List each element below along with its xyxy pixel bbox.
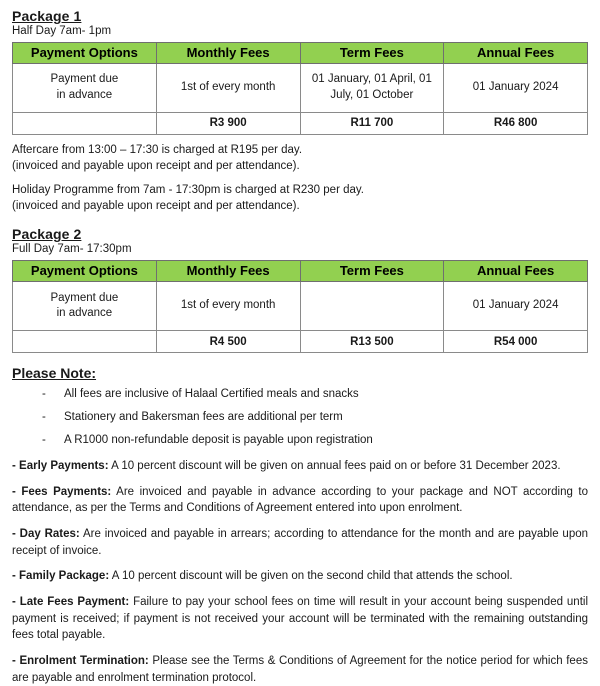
cell-term-dates (300, 282, 444, 331)
table-header-row (13, 42, 588, 63)
term-lead-label: Day Rates: (19, 528, 80, 541)
cell-annual-date: 01 January 2024 (444, 282, 588, 331)
column-header-term-fees: Term Fees (300, 261, 444, 282)
list-item-label: All fees are inclusive of Halaal Certified meals and snacks (64, 388, 359, 401)
cell-totals-blank (13, 331, 157, 353)
holiday-line-1: Holiday Programme from 7am - 17:30pm is charged at R230 per day. (12, 183, 364, 196)
term-body-text: Please see the Terms & Conditions of Agreement for the notice period for which fees are payable and enrolment termination protocol. (12, 655, 588, 684)
dash-bullet-icon: - (42, 434, 46, 447)
column-header-payment-options: Payment Options (13, 261, 157, 282)
term-family-package (12, 568, 588, 585)
term-prefix: - (12, 655, 20, 668)
package-1-section (12, 8, 588, 135)
term-prefix: - (12, 570, 20, 583)
list-item (42, 433, 588, 448)
term-lead-label: Early Payments: (19, 460, 109, 472)
package-2-fee-table (12, 260, 588, 353)
term-body-text: Are invoiced and payable in advance according to your package and NOT according to attendance, as per the Terms and Conditions of Agreement entered into upon enrolment. (12, 485, 588, 515)
column-header-payment-options: Payment Options (13, 42, 157, 63)
dash-bullet-icon: - (42, 411, 46, 424)
cell-payment-options (13, 282, 157, 331)
aftercare-line-1: Aftercare from 13:00 – 17:30 is charged at R195 per day. (12, 143, 303, 156)
holiday-line-2: (invoiced and payable upon receipt and per attendance). (12, 199, 300, 212)
cell-annual-amount: R54 000 (444, 331, 588, 353)
list-item-label: Stationery and Bakersman fees are additional per term (64, 411, 343, 424)
package-2-title: Package 2 (12, 226, 82, 243)
table-row (13, 282, 588, 331)
term-late-fees-payment (12, 594, 588, 644)
term-early-payments (12, 458, 588, 475)
payment-option-line-1: Payment due (50, 73, 119, 86)
package-1-fee-table (12, 42, 588, 135)
term-day-rates (12, 526, 588, 559)
term-fees-payments (12, 484, 588, 517)
column-header-monthly-fees: Monthly Fees (156, 42, 300, 63)
cell-term-dates: 01 January, 01 April, 01 July, 01 October (300, 63, 444, 112)
term-prefix: - (12, 596, 20, 609)
column-header-annual-fees: Annual Fees (444, 42, 588, 63)
list-item (42, 387, 588, 402)
package-2-section (12, 226, 588, 353)
term-lead-label: Fees Payments: (21, 485, 112, 498)
payment-option-line-1: Payment due (50, 291, 119, 304)
term-body-text: A 10 percent discount will be given on the second child that attends the school. (109, 570, 513, 583)
payment-option-line-2: in advance (56, 307, 113, 320)
cell-payment-options (13, 63, 157, 112)
cell-annual-date: 01 January 2024 (444, 63, 588, 112)
aftercare-line-2: (invoiced and payable upon receipt and per attendance). (12, 160, 300, 173)
cell-monthly-due: 1st of every month (156, 63, 300, 112)
table-row-totals (13, 112, 588, 134)
table-row (13, 63, 588, 112)
table-row-totals (13, 331, 588, 353)
term-prefix: - (12, 528, 20, 541)
list-item (42, 410, 588, 425)
dash-bullet-icon: - (42, 388, 46, 401)
cell-monthly-due: 1st of every month (156, 282, 300, 331)
column-header-monthly-fees: Monthly Fees (156, 261, 300, 282)
please-note-heading: Please Note: (12, 365, 97, 382)
column-header-annual-fees: Annual Fees (444, 261, 588, 282)
please-note-list (12, 387, 588, 448)
term-body-text: Are invoiced and payable in arrears; according to attendance for the month and are payable upon receipt of invoice. (12, 528, 589, 557)
table-header-row (13, 261, 588, 282)
cell-term-amount: R13 500 (300, 331, 444, 353)
term-enrolment-termination (12, 653, 588, 686)
package-2-subtitle: Full Day 7am- 17:30pm (12, 243, 132, 256)
aftercare-note (12, 142, 588, 175)
cell-totals-blank (13, 112, 157, 134)
package-1-title: Package 1 (12, 8, 82, 24)
cell-monthly-amount: R4 500 (156, 331, 300, 353)
term-lead-label: Enrolment Termination: (19, 655, 149, 668)
payment-option-line-2: in advance (56, 88, 113, 101)
term-prefix: - (12, 460, 20, 472)
cell-term-amount: R11 700 (300, 112, 444, 134)
list-item-label: A R1000 non-refundable deposit is payable upon registration (64, 434, 373, 447)
column-header-term-fees: Term Fees (300, 42, 444, 63)
holiday-programme-note (12, 182, 588, 215)
term-body-text: A 10 percent discount will be given on annual fees paid on or before 31 December 2023. (108, 460, 561, 472)
term-lead-label: Family Package: (19, 570, 110, 583)
package-1-subtitle: Half Day 7am- 1pm (12, 25, 112, 38)
term-lead-label: Late Fees Payment: (19, 596, 130, 609)
term-prefix: - (12, 485, 22, 498)
cell-annual-amount: R46 800 (444, 112, 588, 134)
term-body-text: Failure to pay your school fees on time will result in your account being suspended until payment is received; if payment is not received your account will be terminated with the remaining outstanding fees total payable. (12, 596, 588, 642)
cell-monthly-amount: R3 900 (156, 112, 300, 134)
